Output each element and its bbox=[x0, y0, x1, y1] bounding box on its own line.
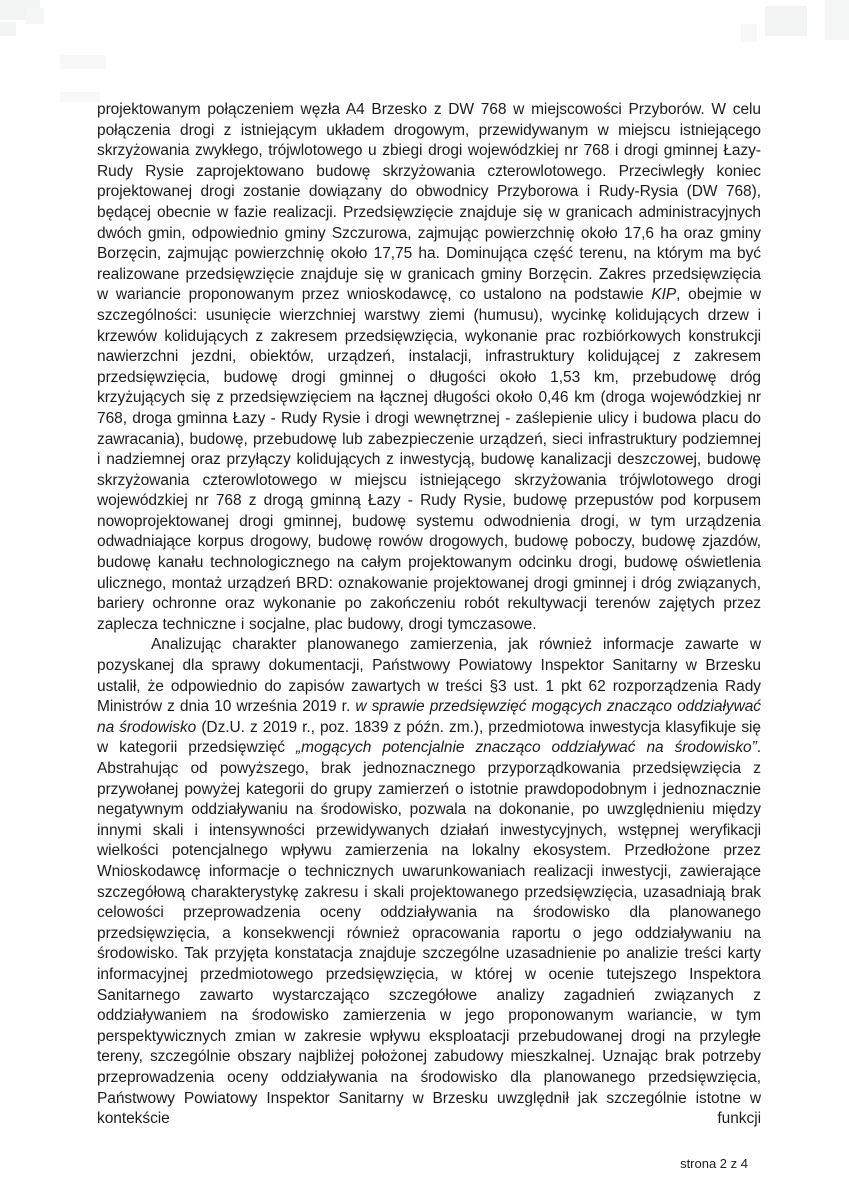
scan-artifact bbox=[60, 55, 106, 69]
page-footer bbox=[680, 1156, 748, 1172]
paragraph bbox=[97, 635, 761, 1129]
scan-artifact bbox=[765, 6, 807, 36]
text-run: Analizując charakter planowanego zamierzenia, jak również informacje zawarte w pozyskanej dla sprawy dokumentacji, Państwowy Powiatowy Inspektor Sanitarny w Brzesku ustalił, że odpowiednio do zapisów zawartych w treści §3 ust. 1 pkt 62 rozporządzenia Rady Ministrów z dnia 10 września 2019 r. bbox=[97, 636, 761, 716]
text-run: . Abstrahując od powyższego, brak jednoznacznego przyporządkowania przedsięwzięcia z przywołanej powyżej kategorii do grupy zamierzeń o istotnie prawdopodobnym i jednoznacznie negatywnym oddziaływaniu na środowisko, pozwala na dokonanie, po uwzględnieniu między innymi skali i intensywności przewidywanych działań inwestycyjnych, wstępnej weryfikacji wielkości potencjalnego wpływu zamierzenia na lokalny ekosystem. Przedłożone przez Wnioskodawcę informacje o technicznych uwarunkowaniach realizacji inwestycji, zawierające szczegółową charakterystykę zakresu i skali projektowanego przedsięwzięcia, uzasadniają brak celowości przeprowadzenia oceny oddziaływania na środowisko dla planowanego przedsięwzięcia, a konsekwencji również opracowania raportu o jego oddziaływaniu na środowisko. Tak przyjęta konstatacja znajduje szczególne uzasadnienie po analizie treści karty informacyjnej przedmiotowego przedsięwzięcia, w której w ocenie tutejszego Inspektora Sanitarnego zawarto wystarczająco szczegółowe analizy zagadnień związanych z oddziaływaniem na środowisko zamierzenia w jego proponowanym wariancie, w tym perspektywicznych zmian w zakresie wpływu eksploatacji przebudowanej drogi na przyległe tereny, szczególnie obszary najbliżej położonej zabudowy mieszkalnej. Uznając brak potrzeby przeprowadzenia oceny oddziaływania na środowisko dla planowanego przedsięwzięcia, Państwowy Powiatowy Inspektor Sanitarny w Brzesku uwzględnił jak szczególnie istotne w kontekście funkcji bbox=[97, 739, 761, 1128]
text-run-italic: „mogących potencjalnie znacząco oddziaływać na środowisko” bbox=[295, 739, 757, 757]
scan-artifact bbox=[0, 22, 16, 36]
paragraph bbox=[97, 100, 761, 635]
text-run: projektowanym połączeniem węzła A4 Brzesko z DW 768 w miejscowości Przyborów. W celu połączenia drogi z istniejącym układem drogowym, przewidywanym w miejscu istniejącego skrzyżowania zwykłego, trójwlotowego u zbiegi drogi wojewódzkiej nr 768 i drogi gminnej Łazy-Rudy Rysie zaprojektowano budowę skrzyżowania czterowlotowego. Przeciwległy koniec projektowanej drogi zostanie dowiązany do obwodnicy Przyborowa i Rudy-Rysia (DW 768), będącej obecnie w fazie realizacji. Przedsięwzięcie znajduje się w granicach administracyjnych dwóch gmin, odpowiednio gminy Szczurowa, zajmując powierzchnię około 17,6 ha oraz gminy Borzęcin, zajmując powierzchnię około 17,75 ha. Dominująca część terenu, na którym ma być realizowane przedsięwzięcie znajduje się w granicach gminy Borzęcin. Zakres przedsięwzięcia w wariancie proponowanym przez wnioskodawcę, co ustalono na podstawie bbox=[97, 101, 761, 304]
scan-artifact bbox=[741, 24, 757, 42]
text-run: (Dz.U. z 2019 r., poz. 1839 z późn. zm.), przedmiotowa inwestycja klasyfikuje się w kategorii przedsięwzięć bbox=[97, 718, 761, 757]
text-run: , obejmie w szczególności: usunięcie wierzchniej warstwy ziemi (humusu), wycinkę kolidujących drzew i krzewów kolidujących z zakresem przedsięwzięcia, wykonanie prac rozbiórkowych konstrukcji nawierzchni jezdni, obiektów, urządzeń, instalacji, infrastruktury kolidującej z zakresem przedsięwzięcia, budowę drogi gminnej o długości około 1,53 km, przebudowę dróg krzyżujących się z przedsięwzięciem na łącznej długości około 0,46 km (droga wojewódzkiej nr 768, droga gminna Łazy - Rudy Rysie i drogi wewnętrznej - zaślepienie ulicy i budowa placu do zawracania), budowę, przebudowę lub zabezpieczenie urządzeń, sieci infrastruktury podziemnej i nadziemnej oraz przyłączy kolidujących z inwestycją, budowę kanalizacji deszczowej, budowę skrzyżowania czterowlotowego w miejscu istniejącego skrzyżowania trójwlotowego drogi wojewódzkiej nr 768 z drogą gminną Łazy - Rudy Rysie, budowę przepustów pod korpusem nowoprojektowanej drogi gminnej, budowę systemu odwodnienia drogi, w tym urządzenia odwadniające korpus drogowy, budowę rowów drogowych, budowę poboczy, budowę zjazdów, budowę kanału technologicznego na całym projektowanym odcinku drogi, budowę oświetlenia ulicznego, montaż urządzeń BRD: oznakowanie projektowanej drogi gminnej i dróg związanych, bariery ochronne oraz wykonanie po zakończeniu robót rekultywacji terenów zajętych przez zaplecza techniczne i socjalne, plac budowy, drogi tymczasowe. bbox=[97, 286, 761, 633]
page-number: strona 2 z 4 bbox=[680, 1156, 748, 1171]
scan-artifact bbox=[60, 92, 100, 102]
document-body bbox=[97, 100, 761, 1130]
text-run-italic: w sprawie przedsięwzięć mogących znacząco oddziaływać na środowisko bbox=[97, 698, 761, 736]
scan-artifact bbox=[825, 0, 849, 40]
text-run-italic: KIP bbox=[651, 286, 677, 304]
scan-artifact bbox=[26, 8, 44, 24]
